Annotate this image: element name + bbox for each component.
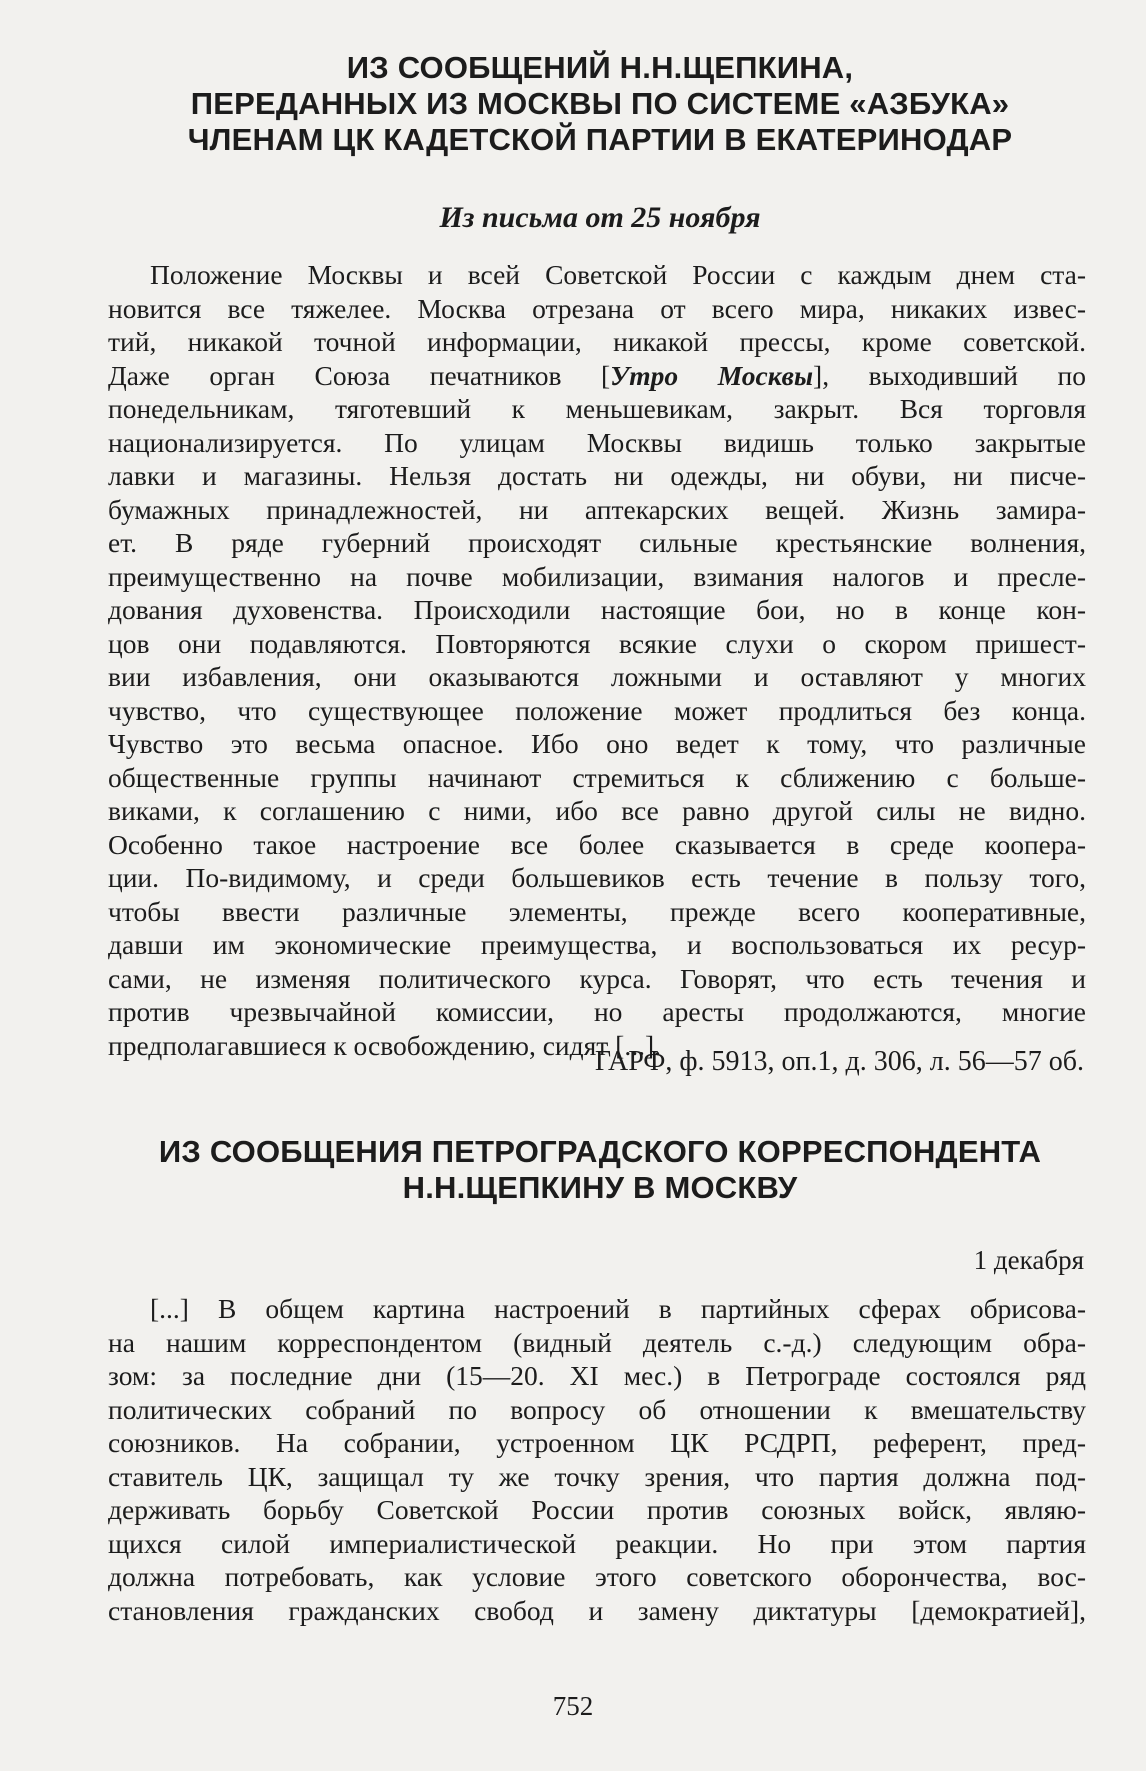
newspaper-name: Утро Москвы bbox=[610, 359, 814, 391]
page-number: 752 bbox=[552, 1691, 594, 1721]
text-line: виками, к соглашению с ними, ибо все равно другой силы не видно. bbox=[108, 795, 1086, 826]
text-line: зом: за последние дни (15—20. XI мес.) в Петрограде состоялся ряд bbox=[108, 1360, 1086, 1391]
document-title-1 bbox=[120, 50, 1080, 158]
text-line: щихся силой империалистической реакции. Но при этом партия bbox=[108, 1527, 1086, 1559]
letter-date-subtitle: Из письма от 25 ноября bbox=[439, 201, 761, 234]
text-line: новится все тяжелее. Москва отрезана от всего мира, никаких извес- bbox=[108, 292, 1086, 324]
text-line: цов они подавляются. Повторяются всякие слухи о скором пришест- bbox=[108, 627, 1086, 659]
text-fragment: Даже орган Союза печатников [ bbox=[108, 359, 611, 391]
text-line: становления гражданских свобод и замену диктатуры [демократией], bbox=[108, 1594, 1086, 1626]
text-fragment: ], выходивший по bbox=[813, 359, 1086, 391]
title-line: Н.Н.ЩЕПКИНУ В МОСКВУ bbox=[402, 1170, 798, 1205]
text-line: сами, не изменяя политического курса. Говорят, что есть течения и bbox=[108, 962, 1086, 994]
document-2-body bbox=[108, 1292, 1086, 1627]
text-line: тий, никакой точной информации, никакой прессы, кроме советской. bbox=[108, 326, 1086, 357]
text-line: ет. В ряде губерний происходят сильные крестьянские волнения, bbox=[108, 527, 1086, 558]
text-line: бумажных принадлежностей, ни аптекарских вещей. Жизнь замира- bbox=[108, 493, 1086, 525]
text-line: общественные группы начинают стремиться к сближению с больше- bbox=[108, 761, 1086, 793]
text-line: предполагавшиеся к освобождению, сидят [...]. bbox=[108, 1029, 661, 1061]
text-line: вии избавления, они оказываются ложными и оставляют у многих bbox=[108, 661, 1086, 692]
document-title-2 bbox=[120, 1134, 1080, 1206]
text-line: ставитель ЦК, защищал ту же точку зрения, что партия должна под- bbox=[108, 1460, 1086, 1492]
text-line: держивать борьбу Советской России против союзных войск, являю- bbox=[108, 1494, 1086, 1525]
text-line: [...] В общем картина настроений в партийных сферах обрисова- bbox=[150, 1293, 1086, 1324]
title-line: ИЗ СООБЩЕНИЙ Н.Н.ЩЕПКИНА, bbox=[346, 50, 854, 85]
text-line: Чувство это весьма опасное. Ибо оно ведет к тому, что различные bbox=[108, 728, 1086, 759]
text-line: лавки и магазины. Нельзя достать ни одежды, ни обуви, ни писче- bbox=[108, 460, 1086, 491]
text-line: преимущественно на почве мобилизации, взимания налогов и пресле- bbox=[108, 560, 1086, 592]
document-date: 1 декабря bbox=[973, 1245, 1084, 1275]
text-line: ции. По-видимому, и среди большевиков есть течение в пользу того, bbox=[108, 862, 1086, 893]
archive-citation: ГАРФ, ф. 5913, оп.1, д. 306, л. 56—57 об. bbox=[594, 1046, 1084, 1077]
text-line: чтобы ввести различные элементы, прежде всего кооперативные, bbox=[108, 895, 1086, 927]
text-line-with-emphasis bbox=[108, 359, 1086, 393]
text-line: должна потребовать, как условие этого советского оборончества, вос- bbox=[108, 1561, 1086, 1592]
title-line: ИЗ СООБЩЕНИЯ ПЕТРОГРАДСКОГО КОРРЕСПОНДЕНТА bbox=[158, 1134, 1042, 1169]
text-line: дования духовенства. Происходили настоящие бои, но в конце кон- bbox=[108, 594, 1086, 625]
text-line: против чрезвычайной комиссии, но аресты продолжаются, многие bbox=[108, 996, 1086, 1027]
title-line: ПЕРЕДАННЫХ ИЗ МОСКВЫ ПО СИСТЕМЕ «АЗБУКА» bbox=[190, 86, 1010, 121]
text-line: политических собраний по вопросу об отношении к вмешательству bbox=[108, 1393, 1086, 1425]
text-line: союзников. На собрании, устроенном ЦК РСДРП, референт, пред- bbox=[108, 1427, 1086, 1458]
text-line: чувство, что существующее положение может продлиться без конца. bbox=[108, 694, 1086, 726]
text-line: национализируется. По улицам Москвы видишь только закрытые bbox=[108, 426, 1086, 458]
document-1-body bbox=[108, 258, 1086, 1062]
text-line: Особенно такое настроение все более сказывается в среде коопера- bbox=[108, 828, 1086, 860]
title-line: ЧЛЕНАМ ЦК КАДЕТСКОЙ ПАРТИИ В ЕКАТЕРИНОДАР bbox=[187, 122, 1013, 157]
text-line: давши им экономические преимущества, и воспользоваться их ресур- bbox=[108, 929, 1086, 960]
text-line: Положение Москвы и всей Советской России с каждым днем ста- bbox=[150, 259, 1086, 290]
text-line: на нашим корреспондентом (видный деятель с.-д.) следующим обра- bbox=[108, 1326, 1086, 1358]
text-line: понедельникам, тяготевший к меньшевикам, закрыт. Вся торговля bbox=[108, 393, 1086, 424]
